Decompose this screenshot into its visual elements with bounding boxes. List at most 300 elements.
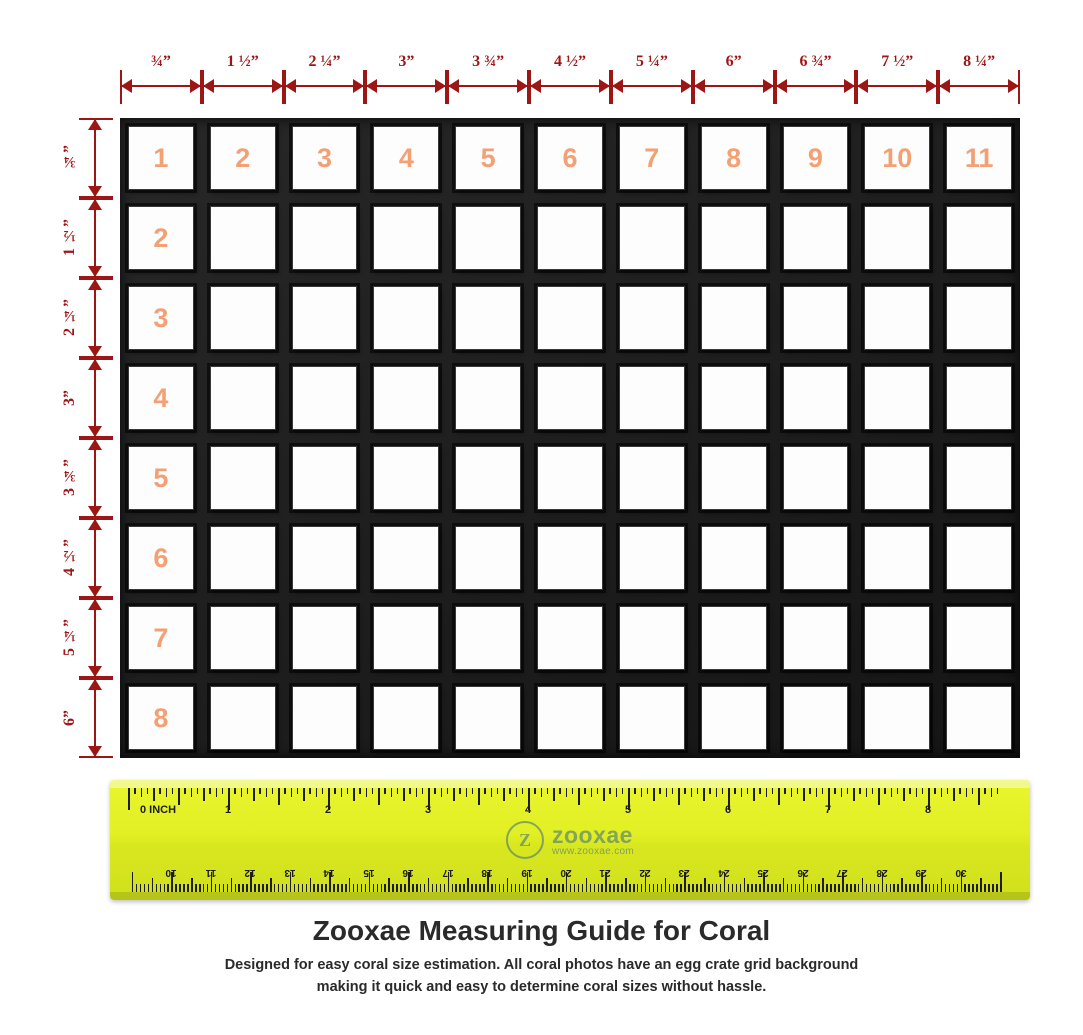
- grid-cell-opening: [864, 526, 930, 590]
- grid-cell-opening: [946, 206, 1012, 270]
- grid-cell: [611, 118, 693, 198]
- grid-cell: [938, 198, 1020, 278]
- grid-cell: [202, 438, 284, 518]
- grid-cell-opening: [701, 526, 767, 590]
- grid-cell: [611, 198, 693, 278]
- ruler-tick: [183, 884, 185, 892]
- grid-cell-opening: [619, 446, 685, 510]
- grid-cell: [284, 118, 366, 198]
- ruler-tick: [515, 884, 517, 892]
- vertical-scale-segment: [60, 278, 116, 358]
- arrow-right-icon: [694, 79, 705, 93]
- ruler-tick: [302, 884, 304, 892]
- ruler-tick: [484, 788, 486, 794]
- grid-cell-opening: [537, 286, 603, 350]
- grid-cell: [856, 438, 938, 518]
- ruler-tick: [787, 884, 789, 892]
- horizontal-scale-label: 3 ¾”: [472, 53, 505, 70]
- horizontal-scale-segment: [693, 52, 775, 108]
- grid-cell-opening: [455, 206, 521, 270]
- ruler-tick: [822, 878, 824, 892]
- grid-cell-opening: [537, 606, 603, 670]
- ruler-tick: [957, 884, 959, 892]
- ruler-tick: [597, 788, 599, 794]
- ruler-tick: [391, 788, 393, 797]
- ruler-tick: [215, 884, 217, 892]
- ruler-tick: [381, 884, 383, 892]
- ruler-tick: [688, 884, 690, 892]
- ruler-cm-number: 28: [876, 867, 888, 878]
- grid-cell-opening: [292, 686, 358, 750]
- grid-cell: [775, 278, 857, 358]
- grid-cell-number: 5: [153, 462, 169, 493]
- grid-cell: [447, 598, 529, 678]
- grid-cell-opening: [946, 366, 1012, 430]
- ruler-tick: [203, 884, 205, 892]
- grid-cell: [611, 598, 693, 678]
- ruler-tick: [179, 884, 181, 892]
- ruler-tick: [905, 884, 907, 892]
- ruler-tick: [298, 884, 300, 892]
- ruler-cm-number: 29: [915, 867, 927, 878]
- grid-cell-opening: [783, 606, 849, 670]
- ruler-tick: [141, 788, 143, 797]
- ruler-tick: [491, 788, 493, 797]
- horizontal-scale-segment: [611, 52, 693, 108]
- arrow-up-icon: [88, 506, 102, 517]
- horizontal-scale-segment: [447, 52, 529, 108]
- ruler-tick: [558, 884, 560, 892]
- ruler-tick: [822, 788, 824, 794]
- ruler-tick: [499, 884, 501, 892]
- brand-url: www.zooxae.com: [551, 845, 635, 857]
- ruler-tick: [416, 884, 418, 892]
- ruler-inch-number: 5: [624, 804, 632, 816]
- ruler-tick: [1000, 872, 1002, 892]
- ruler-tick: [909, 884, 911, 892]
- ruler-tick: [420, 884, 422, 892]
- arrow-down-icon: [88, 439, 102, 450]
- arrow-left-icon: [926, 79, 937, 93]
- ruler-tick: [373, 884, 375, 892]
- ruler-tick: [629, 884, 631, 892]
- ruler-tick: [216, 788, 218, 797]
- ruler-photo: [110, 780, 1030, 900]
- ruler-tick: [434, 788, 436, 794]
- ruler-tick: [732, 884, 734, 892]
- ruler-tick: [197, 788, 199, 794]
- ruler-tick: [294, 884, 296, 892]
- grid-cell: [693, 198, 775, 278]
- grid-cell: [856, 198, 938, 278]
- ruler-tick: [997, 788, 999, 794]
- caption-block: [0, 915, 1083, 999]
- ruler-tick: [697, 788, 699, 794]
- grid-cell: [611, 358, 693, 438]
- grid-cell-opening: [864, 126, 930, 190]
- grid-cell-opening: [210, 446, 276, 510]
- grid-cell-opening: [619, 686, 685, 750]
- grid-cell-opening: [373, 606, 439, 670]
- ruler-tick: [633, 884, 635, 892]
- grid-cell: [284, 278, 366, 358]
- grid-cell-number: 4: [398, 142, 414, 173]
- grid-cell-number: 3: [317, 142, 333, 173]
- grid-cell-opening: [864, 606, 930, 670]
- ruler-tick: [666, 788, 668, 797]
- ruler-tick: [341, 788, 343, 797]
- caption-title: Zooxae Measuring Guide for Coral: [312, 915, 771, 946]
- ruler-tick: [178, 788, 180, 805]
- ruler-tick: [400, 884, 402, 892]
- grid-cell: [529, 358, 611, 438]
- grid-cell: [611, 438, 693, 518]
- grid-cell: [447, 358, 529, 438]
- ruler-tick: [617, 884, 619, 892]
- ruler-tick: [925, 884, 927, 892]
- ruler-tick: [238, 884, 240, 892]
- ruler-tick: [472, 788, 474, 794]
- ruler-tick: [534, 884, 536, 892]
- ruler-tick: [909, 788, 911, 794]
- ruler-tick: [590, 884, 592, 892]
- grid-cell-number: 4: [153, 382, 169, 413]
- grid-cell: [938, 598, 1020, 678]
- horizontal-scale-segment: [856, 52, 938, 108]
- ruler-tick: [572, 788, 574, 794]
- arrow-left-icon: [435, 79, 446, 93]
- ruler-tick: [316, 788, 318, 797]
- ruler-tick: [874, 884, 876, 892]
- grid-cell: [529, 118, 611, 198]
- grid-cell-opening: [292, 206, 358, 270]
- grid-cell: [365, 678, 447, 758]
- grid-cell: [447, 678, 529, 758]
- ruler-tick: [384, 884, 386, 892]
- ruler-tick: [949, 884, 951, 892]
- ruler-tick: [223, 884, 225, 892]
- ruler-tick: [471, 884, 473, 892]
- ruler-tick: [570, 884, 572, 892]
- grid-cell-number: 3: [153, 302, 169, 333]
- ruler-tick: [184, 788, 186, 794]
- grid-cell: [202, 358, 284, 438]
- ruler-tick: [278, 788, 280, 805]
- grid-cell-opening: [292, 526, 358, 590]
- ruler-tick: [424, 884, 426, 892]
- horizontal-scale-label: 1 ½”: [226, 53, 259, 70]
- ruler-tick: [412, 884, 414, 892]
- ruler-tick: [160, 884, 162, 892]
- ruler-tick: [872, 788, 874, 794]
- ruler-cm-number: 14: [323, 867, 335, 878]
- grid-cell: [284, 438, 366, 518]
- ruler-tick: [478, 788, 480, 805]
- grid-cell-opening: [946, 286, 1012, 350]
- ruler-tick: [740, 884, 742, 892]
- ruler-tick: [661, 884, 663, 892]
- horizontal-scale-label: 7 ½”: [881, 53, 914, 70]
- ruler-tick: [219, 884, 221, 892]
- ruler-tick: [404, 884, 406, 892]
- grid-cell-opening: [537, 126, 603, 190]
- ruler-cm-number: 15: [363, 867, 375, 878]
- grid-cell: [856, 678, 938, 758]
- ruler-tick: [566, 788, 568, 797]
- ruler-cm-number: 22: [639, 867, 651, 878]
- arrow-left-icon: [681, 79, 692, 93]
- ruler-tick: [870, 884, 872, 892]
- ruler-tick: [878, 788, 880, 805]
- grid-cell-opening: [128, 286, 194, 350]
- grid-cell-opening: [373, 206, 439, 270]
- grid-cell-opening: [373, 686, 439, 750]
- egg-crate-grid: [120, 118, 1020, 758]
- ruler-tick: [235, 884, 237, 892]
- grid-cell: [611, 678, 693, 758]
- grid-cell-opening: [783, 286, 849, 350]
- ruler-tick: [584, 788, 586, 794]
- ruler-tick: [152, 878, 154, 892]
- ruler-tick: [148, 884, 150, 892]
- ruler-tick: [601, 884, 603, 892]
- ruler-tick: [959, 788, 961, 794]
- ruler-tick: [922, 788, 924, 794]
- grid-cell: [529, 518, 611, 598]
- ruler-tick: [491, 884, 493, 892]
- ruler-tick: [803, 788, 805, 801]
- vertical-scale-segment: [60, 518, 116, 598]
- vertical-scale-segment: [60, 198, 116, 278]
- grid-cell: [284, 598, 366, 678]
- ruler-tick: [166, 788, 168, 797]
- arrow-down-icon: [88, 679, 102, 690]
- ruler-cm-number: 26: [797, 867, 809, 878]
- grid-cell: [775, 678, 857, 758]
- grid-cell: [938, 438, 1020, 518]
- ruler-tick: [550, 884, 552, 892]
- ruler-tick: [766, 788, 768, 797]
- ruler-tick: [720, 884, 722, 892]
- arrow-up-icon: [88, 746, 102, 757]
- grid-cell-opening: [946, 126, 1012, 190]
- grid-cell-opening: [292, 606, 358, 670]
- ruler-tick: [428, 878, 430, 892]
- ruler-tick: [893, 884, 895, 892]
- grid-cell: [447, 118, 529, 198]
- ruler-tick: [175, 884, 177, 892]
- ruler-tick: [753, 788, 755, 801]
- caption-subtitle: [0, 955, 1083, 999]
- grid-cell-opening: [128, 606, 194, 670]
- ruler-tick: [984, 788, 986, 794]
- ruler-tick: [234, 788, 236, 794]
- ruler-tick: [791, 884, 793, 892]
- brand-logo-icon: Z: [506, 821, 544, 859]
- ruler-tick: [409, 788, 411, 794]
- arrow-up-icon: [88, 346, 102, 357]
- grid-cell: [284, 198, 366, 278]
- ruler-tick: [703, 788, 705, 801]
- horizontal-measurement-scale: [120, 52, 1020, 108]
- ruler-tick: [347, 788, 349, 794]
- grid-cell-number: 1: [153, 142, 169, 173]
- vertical-scale-label: 1 ½”: [61, 219, 78, 257]
- ruler-tick: [246, 884, 248, 892]
- ruler-tick: [862, 878, 864, 892]
- ruler-tick: [736, 884, 738, 892]
- ruler-tick: [807, 884, 809, 892]
- arrow-down-icon: [88, 279, 102, 290]
- arrow-left-icon: [763, 79, 774, 93]
- horizontal-scale-label: 5 ¼”: [635, 53, 668, 70]
- arrow-up-icon: [88, 666, 102, 677]
- ruler-tick: [172, 788, 174, 794]
- ruler-tick: [582, 884, 584, 892]
- ruler-tick: [659, 788, 661, 794]
- grid-cell: [284, 518, 366, 598]
- grid-cell-number: 7: [644, 142, 660, 173]
- ruler-tick: [313, 884, 315, 892]
- grid-cell: [202, 518, 284, 598]
- ruler-tick: [929, 884, 931, 892]
- arrow-right-icon: [121, 79, 132, 93]
- ruler-tick: [692, 884, 694, 892]
- arrow-left-icon: [844, 79, 855, 93]
- ruler-tick: [672, 788, 674, 794]
- ruler-tick: [941, 878, 943, 892]
- arrow-down-icon: [88, 119, 102, 130]
- grid-cell-opening: [373, 446, 439, 510]
- vertical-measurement-scale: [60, 118, 116, 758]
- ruler-tick: [933, 884, 935, 892]
- ruler-inch-number: 8: [924, 804, 932, 816]
- grid-cell-number: 2: [235, 142, 251, 173]
- ruler-tick: [187, 884, 189, 892]
- ruler-tick: [140, 884, 142, 892]
- ruler-tick: [594, 884, 596, 892]
- ruler-tick: [972, 788, 974, 794]
- ruler-tick: [303, 788, 305, 801]
- ruler-tick: [775, 884, 777, 892]
- ruler-tick: [976, 884, 978, 892]
- ruler-tick: [541, 788, 543, 797]
- arrow-left-icon: [599, 79, 610, 93]
- ruler-tick: [534, 788, 536, 794]
- ruler-tick: [266, 884, 268, 892]
- horizontal-scale-segment: [284, 52, 366, 108]
- ruler-tick: [784, 788, 786, 794]
- ruler-tick: [991, 788, 993, 797]
- ruler-tick: [432, 884, 434, 892]
- vertical-scale-label: ¾”: [61, 145, 78, 171]
- ruler-tick: [317, 884, 319, 892]
- ruler-inch-number: 3: [424, 804, 432, 816]
- ruler-tick: [649, 884, 651, 892]
- ruler-tick: [680, 884, 682, 892]
- ruler-inch-number: 1: [224, 804, 232, 816]
- arrow-up-icon: [88, 426, 102, 437]
- grid-cell: [447, 198, 529, 278]
- ruler-tick: [153, 788, 155, 801]
- horizontal-scale-segment: [365, 52, 447, 108]
- grid-cell: [284, 358, 366, 438]
- grid-cell-opening: [210, 286, 276, 350]
- ruler-cm-number: 23: [678, 867, 690, 878]
- ruler-tick: [859, 788, 861, 794]
- ruler-tick: [809, 788, 811, 794]
- ruler-tick: [554, 884, 556, 892]
- ruler-tick: [850, 884, 852, 892]
- grid-cell-number: 8: [153, 702, 169, 733]
- ruler-tick: [968, 884, 970, 892]
- ruler-tick: [353, 788, 355, 801]
- ruler-tick: [891, 788, 893, 797]
- ruler-tick: [791, 788, 793, 797]
- grid-cell: [856, 598, 938, 678]
- grid-cell-opening: [455, 366, 521, 430]
- ruler-tick: [388, 878, 390, 892]
- grid-cell: [775, 198, 857, 278]
- horizontal-scale-segment: [202, 52, 284, 108]
- ruler-tick: [463, 884, 465, 892]
- grid-cell-opening: [128, 366, 194, 430]
- ruler-tick: [799, 884, 801, 892]
- ruler-tick: [128, 788, 130, 810]
- ruler-tick: [834, 788, 836, 794]
- ruler-tick: [436, 884, 438, 892]
- arrow-right-icon: [776, 79, 787, 93]
- ruler-cm-number: 27: [836, 867, 848, 878]
- grid-cell-opening: [128, 446, 194, 510]
- ruler-tick: [497, 788, 499, 794]
- horizontal-scale-label: ¾”: [150, 53, 171, 70]
- ruler-tick: [625, 878, 627, 892]
- horizontal-scale-segment: [775, 52, 857, 108]
- grid-cell: [529, 678, 611, 758]
- arrow-right-icon: [612, 79, 623, 93]
- grid-cell-opening: [128, 206, 194, 270]
- grid-cell-opening: [292, 126, 358, 190]
- ruler-tick: [254, 884, 256, 892]
- ruler-tick: [479, 884, 481, 892]
- ruler-tick: [767, 884, 769, 892]
- ruler-tick: [621, 884, 623, 892]
- ruler-tick: [341, 884, 343, 892]
- arrow-left-icon: [353, 79, 364, 93]
- ruler-tick: [270, 878, 272, 892]
- grid-cell: [938, 678, 1020, 758]
- ruler-tick: [403, 788, 405, 801]
- grid-cell: [693, 518, 775, 598]
- grid-cell-opening: [946, 606, 1012, 670]
- ruler-tick: [609, 788, 611, 794]
- ruler-tick: [691, 788, 693, 797]
- grid-cell-opening: [619, 606, 685, 670]
- ruler-tick: [678, 788, 680, 805]
- ruler-tick: [613, 884, 615, 892]
- grid-cell: [447, 278, 529, 358]
- ruler-tick: [195, 884, 197, 892]
- grid-cell-opening: [210, 686, 276, 750]
- ruler-tick: [191, 788, 193, 797]
- grid-cell-opening: [373, 286, 439, 350]
- grid-cell: [202, 198, 284, 278]
- ruler-tick: [286, 884, 288, 892]
- ruler-tick: [353, 884, 355, 892]
- ruler-tick: [598, 884, 600, 892]
- ruler-tick: [440, 884, 442, 892]
